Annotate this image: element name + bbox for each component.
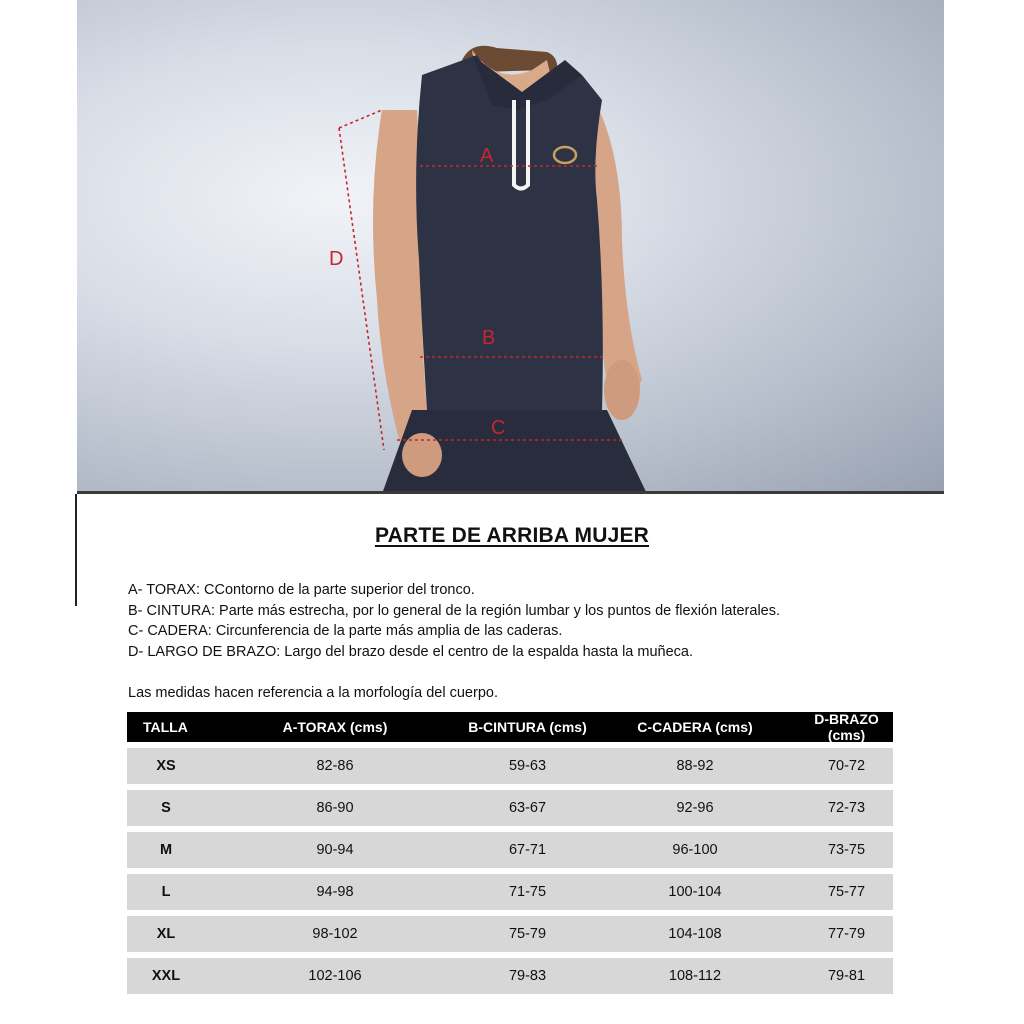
torax-cell: 82-86 — [316, 758, 354, 774]
size-cell: S — [161, 800, 171, 816]
torax-cell: 94-98 — [316, 884, 354, 900]
label-b: B — [482, 327, 496, 349]
table-row — [127, 874, 893, 910]
label-a: A — [480, 145, 494, 167]
definition-key: B- CINTURA: — [128, 602, 215, 619]
cintura-cell: 59-63 — [508, 758, 547, 774]
brazo-cell: 75-77 — [827, 884, 866, 900]
divider-line — [75, 494, 77, 606]
measurement-figure — [77, 0, 944, 494]
header-talla: TALLA — [143, 719, 188, 735]
brazo-cell: 79-81 — [827, 968, 866, 984]
table-header — [127, 712, 893, 742]
line-d-top — [339, 110, 382, 128]
header-brazo: D-BRAZO (cms) — [814, 711, 879, 743]
page-title: PARTE DE ARRIBA MUJER — [374, 524, 650, 547]
definition-text: Circunferencia de la parte más amplia de las caderas. — [211, 623, 563, 639]
table-row — [127, 832, 893, 868]
cintura-cell: 75-79 — [508, 926, 547, 942]
definition-b — [128, 601, 928, 622]
measurement-definitions — [128, 580, 928, 662]
table-row — [127, 790, 893, 826]
torax-cell: 98-102 — [312, 926, 358, 942]
table-row — [127, 748, 893, 784]
torax-cell: 102-106 — [308, 968, 362, 984]
model-photo — [77, 0, 944, 494]
cintura-cell: 71-75 — [508, 884, 547, 900]
table-row — [127, 958, 893, 994]
cadera-cell: 92-96 — [676, 800, 714, 816]
cintura-cell: 63-67 — [508, 800, 547, 816]
size-cell: L — [161, 884, 171, 900]
definition-key: D- LARGO DE BRAZO: — [128, 643, 281, 660]
header-cadera: C-CADERA (cms) — [637, 719, 753, 735]
header-cintura: B-CINTURA (cms) — [468, 719, 587, 735]
size-cell: XS — [156, 758, 176, 774]
cadera-cell: 104-108 — [668, 926, 722, 942]
size-cell: M — [159, 842, 173, 858]
brazo-cell: 70-72 — [827, 758, 866, 774]
definition-d — [128, 642, 928, 663]
cadera-cell: 108-112 — [668, 968, 722, 984]
header-torax: A-TORAX (cms) — [282, 719, 388, 735]
size-table — [127, 712, 893, 994]
brazo-cell: 77-79 — [827, 926, 866, 942]
definition-key: C- CADERA: — [128, 623, 212, 639]
right-hand — [604, 360, 640, 420]
cadera-cell: 100-104 — [668, 884, 722, 900]
brazo-cell: 73-75 — [827, 842, 866, 858]
cadera-cell: 96-100 — [672, 842, 718, 858]
definition-text: Largo del brazo desde el centro de la espalda hasta la muñeca. — [280, 643, 694, 660]
definition-c — [128, 621, 928, 642]
table-row — [127, 916, 893, 952]
torax-cell: 90-94 — [316, 842, 354, 858]
label-d: D — [329, 248, 344, 270]
definition-key: A- TORAX: — [128, 582, 200, 598]
label-c: C — [491, 417, 506, 439]
cintura-cell: 79-83 — [508, 968, 547, 984]
definition-text: CContorno de la parte superior del tronco. — [199, 582, 475, 598]
size-cell: XXL — [151, 968, 181, 984]
definition-a — [128, 580, 928, 601]
definition-text: Parte más estrecha, por lo general de la región lumbar y los puntos de flexión laterales. — [215, 602, 781, 619]
cadera-cell: 88-92 — [676, 758, 714, 774]
cintura-cell: 67-71 — [508, 842, 547, 858]
brazo-cell: 72-73 — [827, 800, 866, 816]
morphology-note: Las medidas hacen referencia a la morfología del cuerpo. — [128, 685, 498, 701]
size-cell: XL — [156, 926, 176, 942]
torax-cell: 86-90 — [316, 800, 354, 816]
